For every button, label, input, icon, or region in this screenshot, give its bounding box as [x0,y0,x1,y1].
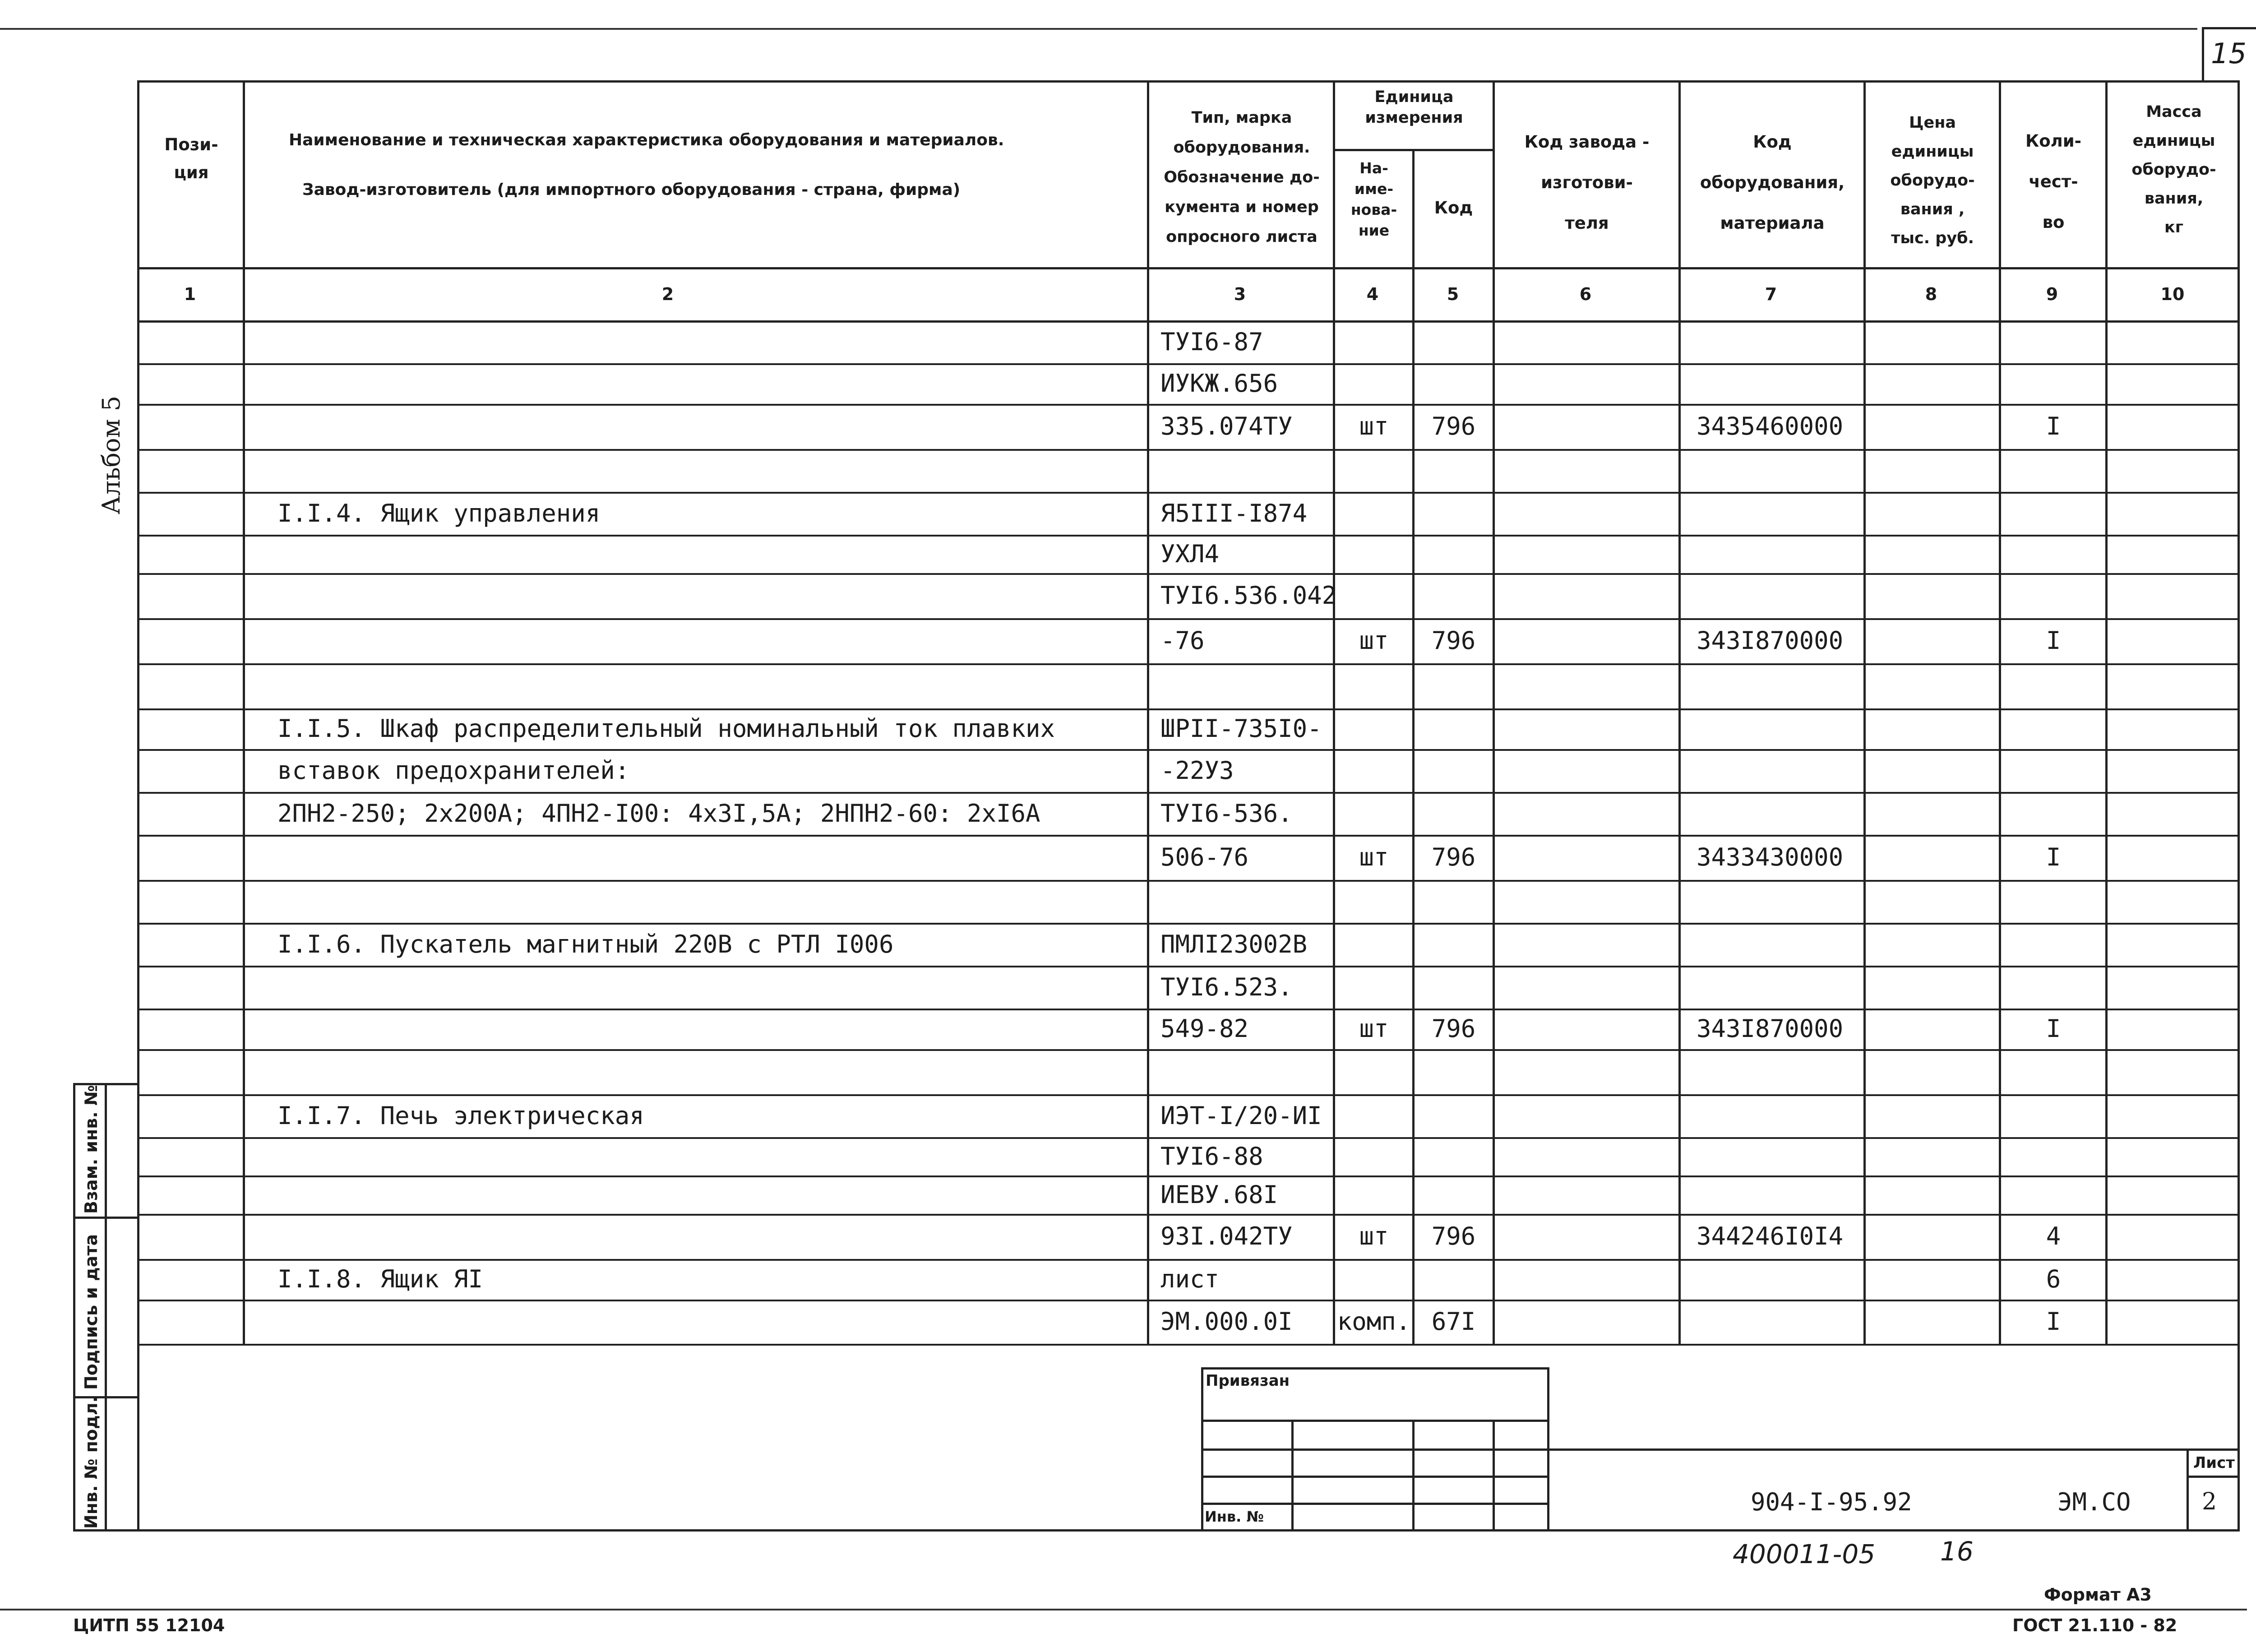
row-divider [137,1214,2240,1216]
colnum-3: 3 [1234,284,1246,304]
row-code: 796 [1431,412,1476,440]
album-label: Альбом 5 [97,395,125,514]
col-line-1 [243,80,245,1344]
row-type: лист [1160,1265,1220,1293]
stamp-vline-3 [1493,1420,1495,1532]
stamp-vline-1 [1291,1420,1294,1532]
header-price: Цена единицы оборудо- вания , тыс. руб. [1890,114,1975,247]
row-type: 93I.042ТУ [1160,1222,1293,1250]
row-divider [137,792,2240,794]
header-unit-name: На- име- нова- ние [1350,159,1397,239]
side-label-inv-podl: Инв. № подл. [81,1396,101,1529]
row-name: I.I.5. Шкаф распределительный номинальный ток плавких [277,714,1055,743]
title-block-top [1549,1448,2240,1451]
header-quantity: Коли- чест- во [2025,131,2082,232]
col-line-8 [1999,80,2001,1344]
row-qty: I [2046,1014,2061,1043]
row-divider [137,1009,2240,1010]
stamp-line-4 [1201,1503,1549,1505]
row-qty: 6 [2046,1265,2061,1293]
colnum-1: 1 [184,284,196,304]
row-type: 506-76 [1160,843,1249,871]
row-unit: шт [1359,412,1389,440]
row-divider [137,1300,2240,1301]
row-qty: I [2046,1307,2061,1336]
row-type: ТУI6-88 [1160,1142,1263,1171]
col-line-5 [1493,80,1495,1344]
row-eqcode: 344246I0I4 [1697,1222,1844,1250]
top-border-line [0,28,2197,30]
header-name-line1: Наименование и техническая характеристика оборудования и материалов. [289,131,1004,149]
row-divider [137,1259,2240,1261]
stamp-vline-2 [1412,1420,1415,1532]
row-name: 2ПН2-250; 2х200А; 4ПН2-I00: 4х3I,5А; 2НПН2-60: 2хI6А [277,799,1040,828]
row-divider [137,663,2240,665]
row-type: УХЛ4 [1160,539,1220,568]
row-divider [137,708,2240,710]
row-divider [137,1137,2240,1139]
row-unit: шт [1359,1014,1389,1043]
row-divider [137,1049,2240,1051]
header-position: Пози- ция [164,135,218,182]
row-qty: I [2046,626,2061,655]
header-unit-code: Код [1434,198,1473,217]
row-type: ТУI6.536.042 [1160,581,1337,610]
row-divider [137,1344,2240,1346]
col-line-7 [1863,80,1866,1344]
footer-format: Формат А3 [2044,1585,2152,1605]
colnum-bottom-line [137,320,2240,323]
colnum-5: 5 [1447,284,1459,304]
colnum-9: 9 [2046,284,2058,304]
unit-subheader-line [1333,149,1493,151]
row-name: вставок предохранителей: [277,756,630,785]
col-line-3 [1333,80,1335,1344]
row-qty: 4 [2046,1222,2061,1250]
col-line-2 [1147,80,1149,1344]
row-unit: комп. [1337,1307,1411,1336]
row-divider [137,923,2240,925]
footer-gost: ГОСТ 21.110 - 82 [2012,1615,2177,1635]
corner-sheet-number: 15 [2211,37,2247,70]
header-bottom-line [137,267,2240,269]
row-qty: I [2046,412,2061,440]
row-type: ИУКЖ.656 [1160,369,1278,398]
row-type: 549-82 [1160,1014,1249,1043]
col-line-6 [1678,80,1681,1344]
handwritten-code: 400011-05 [1733,1539,1876,1569]
col-line-4 [1412,149,1415,1344]
col-line-9 [2105,80,2108,1344]
stamp-list-label: Лист [2193,1454,2235,1472]
row-type: ИЭТ-I/20-ИI [1160,1101,1322,1130]
header-equipment-code: Код оборудования, материала [1700,132,1845,233]
row-type: ИЕВУ.68I [1160,1180,1278,1209]
header-type: Тип, марка оборудования. Обозначение до- кумента и номер опросного листа [1164,109,1320,246]
stamp-inv-label: Инв. № [1205,1508,1264,1525]
colnum-10: 10 [2160,284,2185,304]
row-code: 796 [1431,1014,1476,1043]
row-type: ТУI6-87 [1160,327,1263,356]
title-block-list-sep [2187,1476,2240,1478]
row-divider [137,1094,2240,1096]
row-divider [137,573,2240,575]
row-eqcode: 3435460000 [1697,412,1844,440]
side-label-podpis: Подпись и дата [81,1234,101,1390]
row-type: 335.074ТУ [1160,412,1293,440]
colnum-2: 2 [661,284,674,304]
header-factory-code: Код завода - изготови- теля [1524,132,1650,233]
row-code: 796 [1431,843,1476,871]
row-type: ТУI6.523. [1160,972,1293,1001]
row-eqcode: 343I870000 [1697,626,1844,655]
row-unit: шт [1359,1222,1389,1250]
row-name: I.I.7. Печь электрическая [277,1101,644,1130]
row-code: 796 [1431,1222,1476,1250]
row-name: I.I.6. Пускатель магнитный 220В с РТЛ I006 [277,930,894,958]
row-divider [137,1175,2240,1177]
row-type: ШРII-735I0- [1160,714,1322,743]
side-divider-v [105,1083,107,1532]
footer-line [0,1609,2247,1610]
row-divider [137,966,2240,967]
colnum-8: 8 [1925,284,1937,304]
side-label-vzam: Взам. инв. № [81,1085,101,1214]
row-divider [137,449,2240,451]
row-eqcode: 3433430000 [1697,843,1844,871]
row-qty: I [2046,843,2061,871]
header-name-line2: Завод-изготовитель (для импортного оборудования - страна, фирма) [302,180,961,199]
stamp-line-2 [1201,1448,1549,1451]
colnum-7: 7 [1765,284,1777,304]
row-type: -76 [1160,626,1205,655]
header-mass: Масса единицы оборудо- вания, кг [2131,103,2216,236]
row-divider [137,535,2240,537]
row-unit: шт [1359,843,1389,871]
row-code: 796 [1431,626,1476,655]
colnum-6: 6 [1579,284,1592,304]
row-eqcode: 343I870000 [1697,1014,1844,1043]
stamp-line-3 [1201,1476,1549,1478]
footer-citp: ЦИТП 55 12104 [73,1615,225,1635]
row-divider [137,363,2240,365]
row-code: 67I [1431,1307,1476,1336]
colnum-4: 4 [1366,284,1379,304]
row-divider [137,404,2240,406]
row-divider [137,618,2240,620]
header-unit-group: Единица измерения [1365,88,1463,127]
row-type: ТУI6-536. [1160,799,1293,828]
stamp-doc-mark: ЭМ.СО [2057,1488,2131,1516]
row-type: -22У3 [1160,756,1234,785]
row-unit: шт [1359,626,1389,655]
row-divider [137,492,2240,494]
row-name: I.I.8. Ящик ЯI [277,1265,483,1293]
handwritten-num: 16 [1940,1536,1974,1567]
stamp-doc-code: 904-I-95.92 [1751,1488,1912,1516]
stamp-list-number: 2 [2202,1488,2217,1515]
row-divider [137,880,2240,882]
row-type: Я5III-I874 [1160,499,1308,528]
row-type: ПМЛI23002В [1160,930,1308,958]
row-divider [137,749,2240,751]
stamp-line-1 [1201,1420,1549,1422]
row-type: ЭМ.000.0I [1160,1307,1293,1336]
row-divider [137,835,2240,837]
row-name: I.I.4. Ящик управления [277,499,601,528]
title-block-list-line [2187,1448,2189,1532]
stamp-privyazan-label: Привязан [1206,1372,1290,1390]
